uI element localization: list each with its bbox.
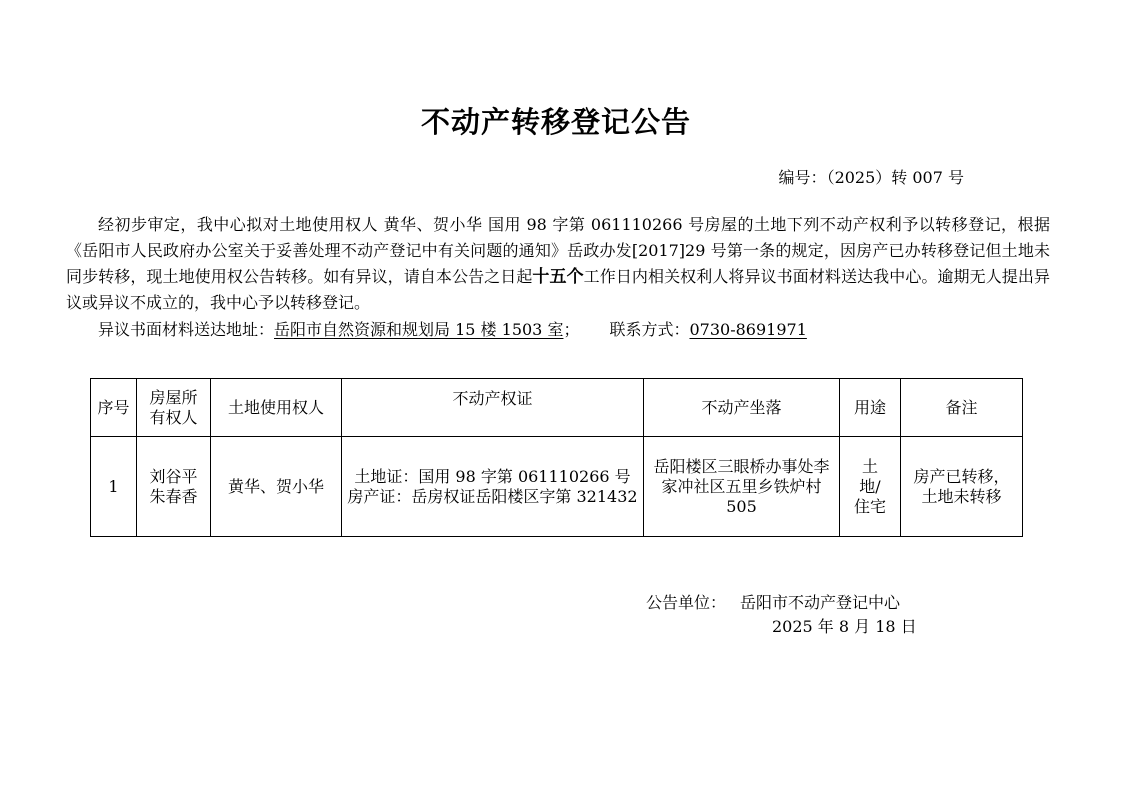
address-label: 异议书面材料送达地址： [98,320,275,339]
address-separator: ； [563,320,580,339]
contact-label: 联系方式： [609,320,690,339]
header-land-user: 土地使用权人 [211,379,342,437]
table-row [91,437,1023,537]
paragraph-text-part1: 经初步审定，我中心拟对土地使用权人 黄华、贺小华 国用 98 字第 061110266 号房屋的土地下列不动产权利予以转移登记，根据《岳阳市人民政府办公室关于妥善处理不动产登记中有关问题的通知》岳政办发[2017]29 号第一条的规定，因房产已办转移登记但土地未同步转移，现土地使用权公告转移。如有异议，请自本公告之日起 [66,215,1050,286]
paragraph-text-part2: 工作日内相关权利人将异议书面材料送达我中心。逾期无人提出异议或异议不成立的，我中心予以转移登记。 [66,267,1050,312]
deadline-emphasis: 十五个 [532,267,584,287]
header-owner [137,379,211,437]
header-certificate: 不动产权证 [342,379,644,437]
table-header-row [91,379,1023,437]
document-number [779,165,964,188]
page-title: 不动产转移登记公告 [420,105,691,139]
registration-table [90,378,1023,537]
header-location: 不动产坐落 [644,379,840,437]
issuing-unit-value: 岳阳市不动产登记中心 [740,593,901,612]
cell-owner [137,437,211,537]
document-number-label: 编号： [778,168,827,187]
issuing-unit [646,590,900,613]
contact-phone: 0730-8691971 [689,320,807,339]
cell-certificate [342,437,644,537]
address-value: 岳阳市自然资源和规划局 15 楼 1503 室 [274,320,564,339]
certificate-land-line: 土地证：国用 98 字第 061110266 号 [354,466,631,486]
header-seq [91,379,137,437]
header-remarks: 备注 [901,379,1023,437]
cell-seq: 1 [91,437,137,537]
cell-location-text: 岳阳楼区三眼桥办事处李家冲社区五里乡铁炉村 505 [653,456,830,516]
cell-land-user: 黄华、贺小华 [211,437,342,537]
header-seq-text: 序号 [97,397,130,417]
announcement-paragraph [66,212,1050,316]
cell-usage [840,437,901,537]
cell-location [644,437,840,537]
document-number-value: （2025）转 007 号 [826,168,964,187]
cell-remarks-text: 房产已转移，土地未转移 [913,466,1010,506]
header-owner-text: 房屋所有权人 [149,387,198,427]
issuing-unit-label: 公告单位： [646,593,727,612]
certificate-house-line: 房产证：岳房权证岳阳楼区字第 321432 [347,486,638,506]
cell-usage-text: 土地/住宅 [853,456,886,516]
objection-address-line [98,317,807,343]
cell-remarks [901,437,1023,537]
cell-owner-text: 刘谷平朱春香 [149,466,198,506]
header-usage: 用途 [840,379,901,437]
issue-date: 2025 年 8 月 18 日 [772,617,917,636]
